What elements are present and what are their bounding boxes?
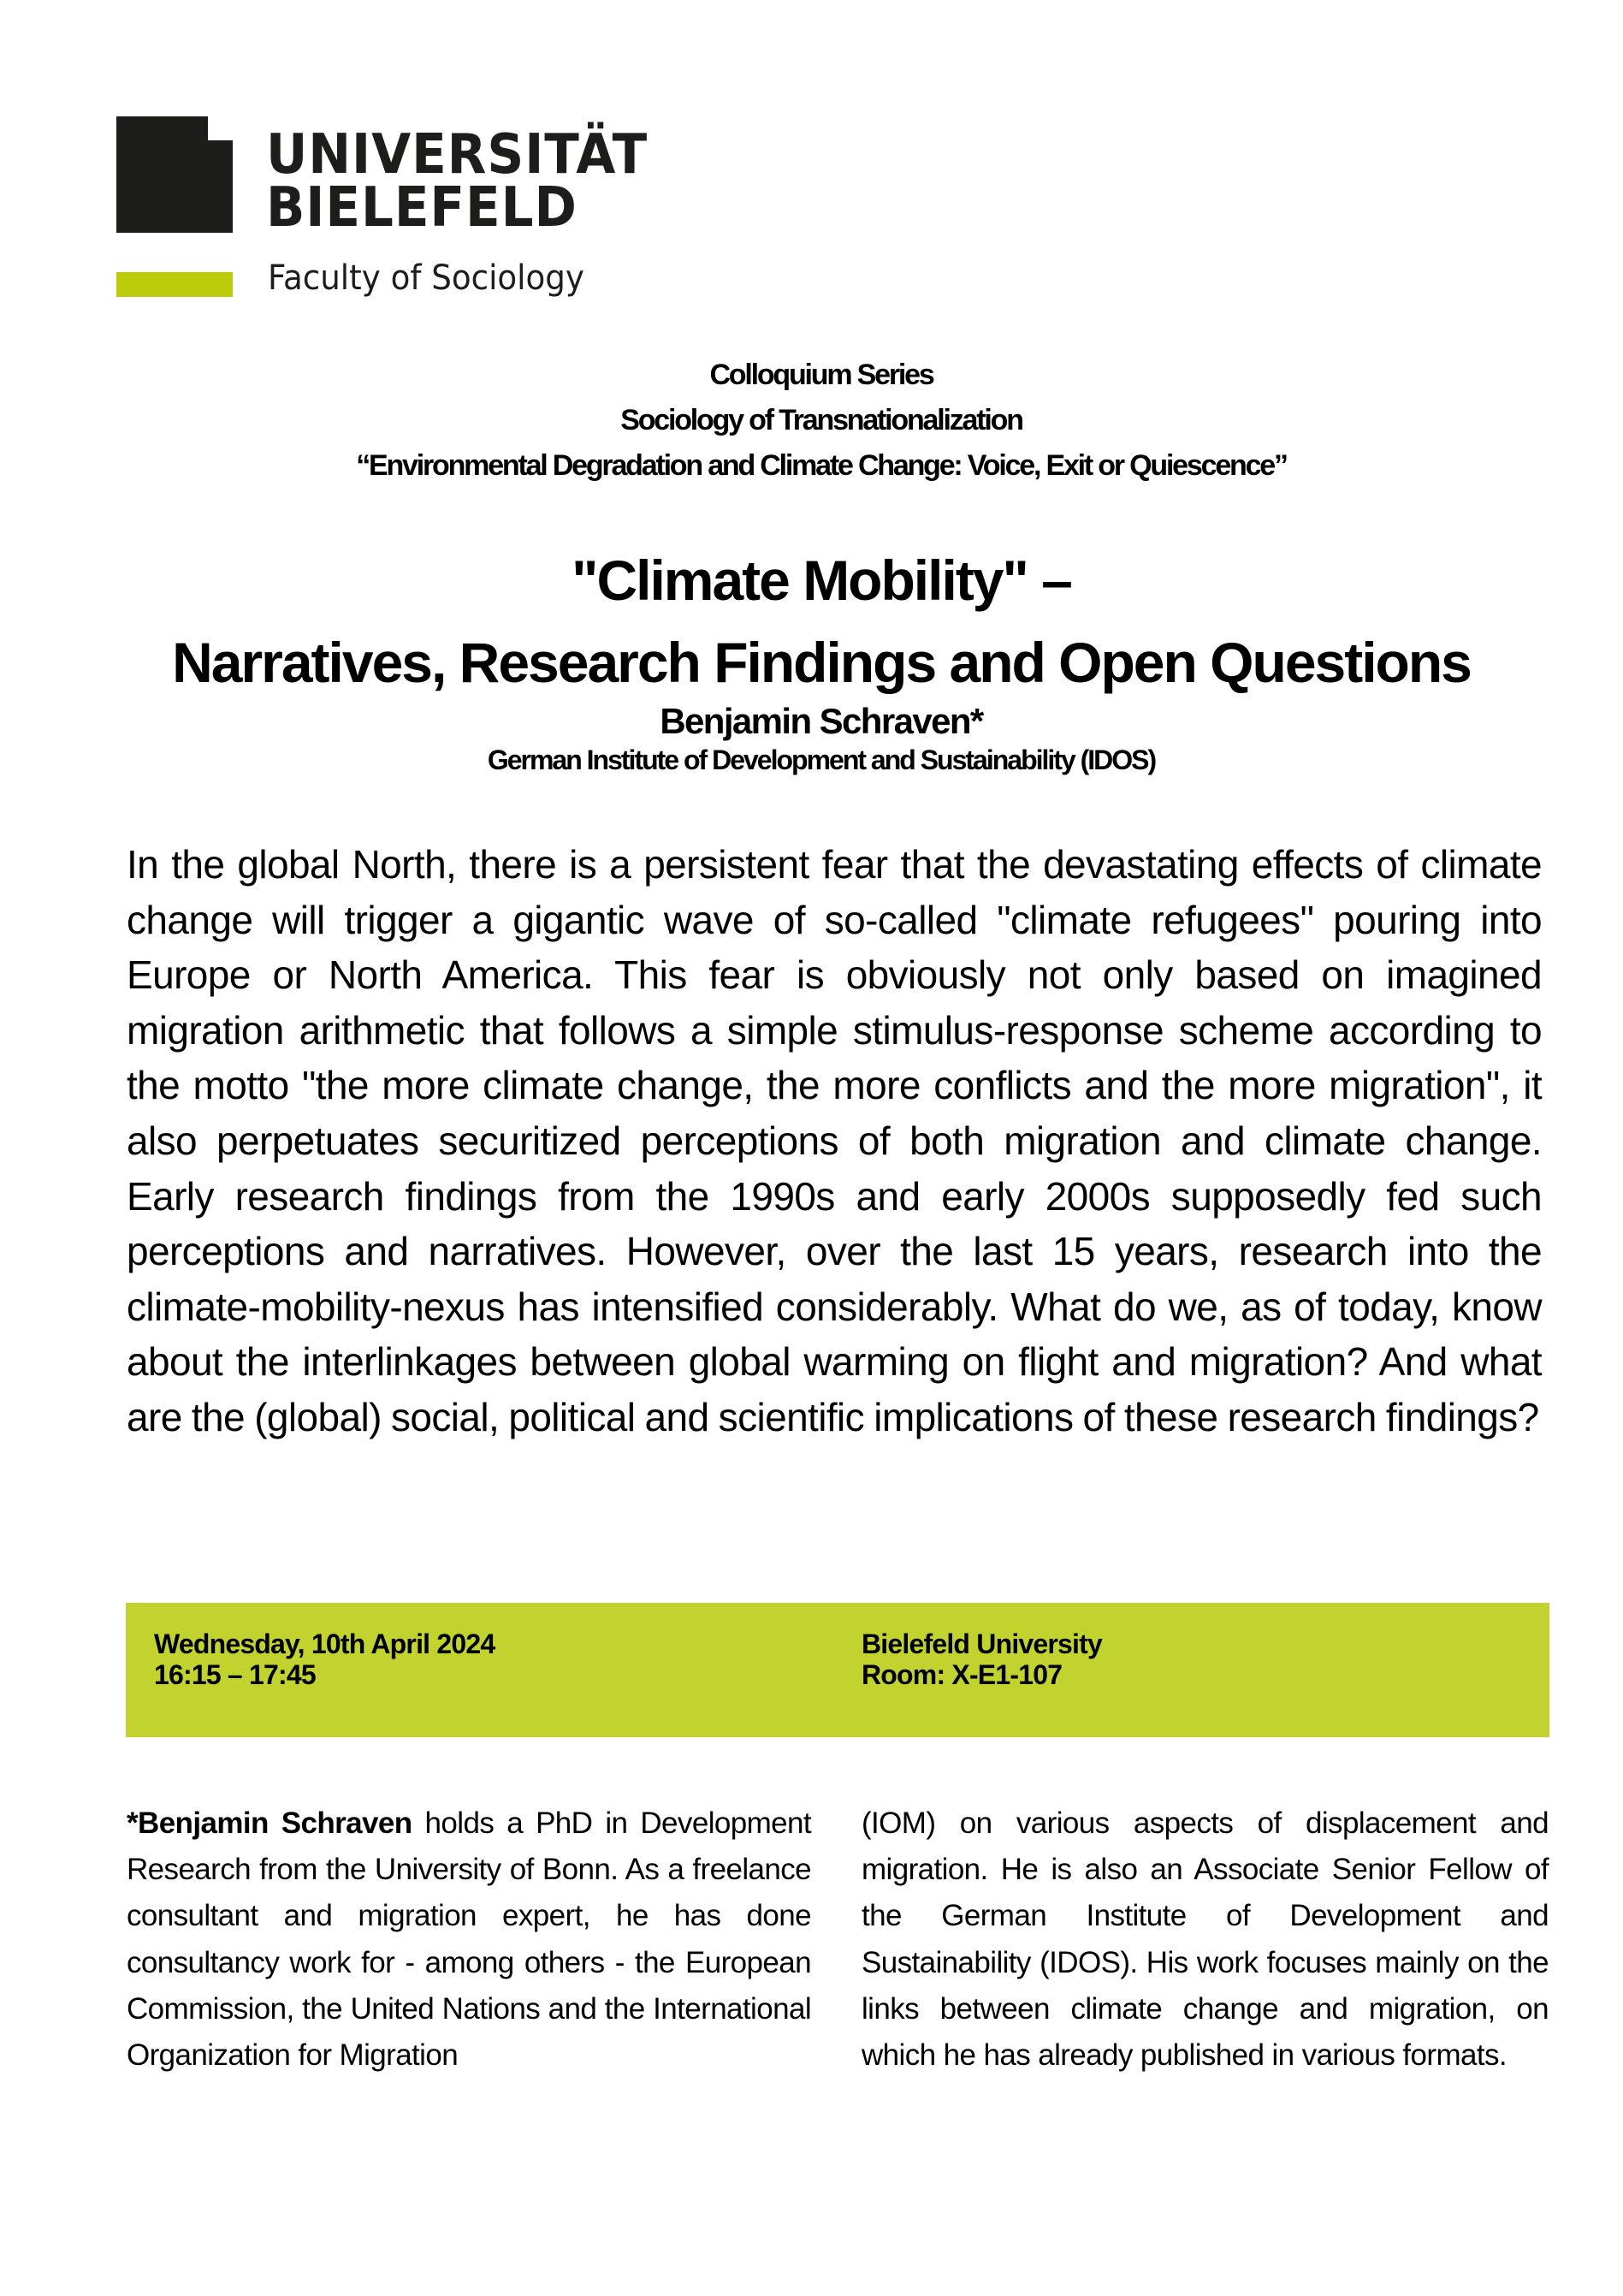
event-venue: Bielefeld University xyxy=(862,1629,1103,1659)
bio-speaker-name: *Benjamin Schraven xyxy=(127,1807,412,1840)
bio-text-part-2: (IOM) on various aspects of displacement and migration. He is also an Associate Senior Fellow of the German Institute of Development and Sustainability (IDOS). His work focuses mainly on the links between climate change and migration, on which he has already published in various formats. xyxy=(862,1807,1549,2073)
event-datetime xyxy=(154,1629,495,1690)
wordmark-line-2: BIELEFELD xyxy=(266,176,578,240)
logo-notch xyxy=(208,116,233,140)
abstract-paragraph: In the global North, there is a persistent fear that the devastating effects of climate change will trigger a gigantic wave of so-called "climate refugees" pouring into Europe or North America. This fear is obviously not only based on imagined migration arithmetic that follows a simple stimulus-response scheme according to the motto "the more climate change, the more conflicts and the more migration", it also perpetuates securitized perceptions of both migration and climate change. Early research findings from the 1990s and early 2000s supposedly fed such perceptions and narratives. However, over the last 15 years, research into the climate-mobility-nexus has intensified considerably. What do we, as of today, know about the interlinkages between global warming on flight and migration? And what are the (global) social, political and scientific implications of these research findings? xyxy=(127,842,1542,1439)
speaker-name: Benjamin Schraven* xyxy=(660,701,983,741)
speaker-affiliation: German Institute of Development and Sustainability (IDOS) xyxy=(487,745,1156,775)
speaker-bio-right-column xyxy=(862,1801,1549,2079)
series-name: Sociology of Transnationalization xyxy=(620,404,1022,436)
series-heading xyxy=(0,353,1623,489)
bio-text-part-1: holds a PhD in Development Research from the University of Bonn. As a freelance consultant and migration expert, he has done consultancy work for - among others - the European Commission, the United Nations and the International Organization for Migration xyxy=(127,1807,812,2073)
series-label: Colloquium Series xyxy=(709,359,933,391)
event-time: 16:15 – 17:45 xyxy=(154,1659,316,1690)
talk-title-line-1: "Climate Mobility" – xyxy=(572,549,1071,612)
event-date: Wednesday, 10th April 2024 xyxy=(154,1629,495,1659)
talk-title-line-2: Narratives, Research Findings and Open Questions xyxy=(172,631,1471,694)
event-info-box xyxy=(126,1603,1549,1737)
university-wordmark xyxy=(266,123,649,240)
speaker-bio-left-column xyxy=(127,1801,811,2079)
faculty-name: Faculty of Sociology xyxy=(268,258,584,298)
logo-accent-bar-icon xyxy=(116,272,233,297)
event-room: Room: X-E1-107 xyxy=(862,1659,1063,1690)
talk-title xyxy=(0,539,1623,703)
series-theme: “Environmental Degradation and Climate Change: Voice, Exit or Quiescence” xyxy=(356,449,1287,482)
university-logo-block-icon xyxy=(116,116,233,233)
event-location xyxy=(862,1629,1102,1690)
wordmark-line-1: UNIVERSITÄT xyxy=(266,123,649,187)
